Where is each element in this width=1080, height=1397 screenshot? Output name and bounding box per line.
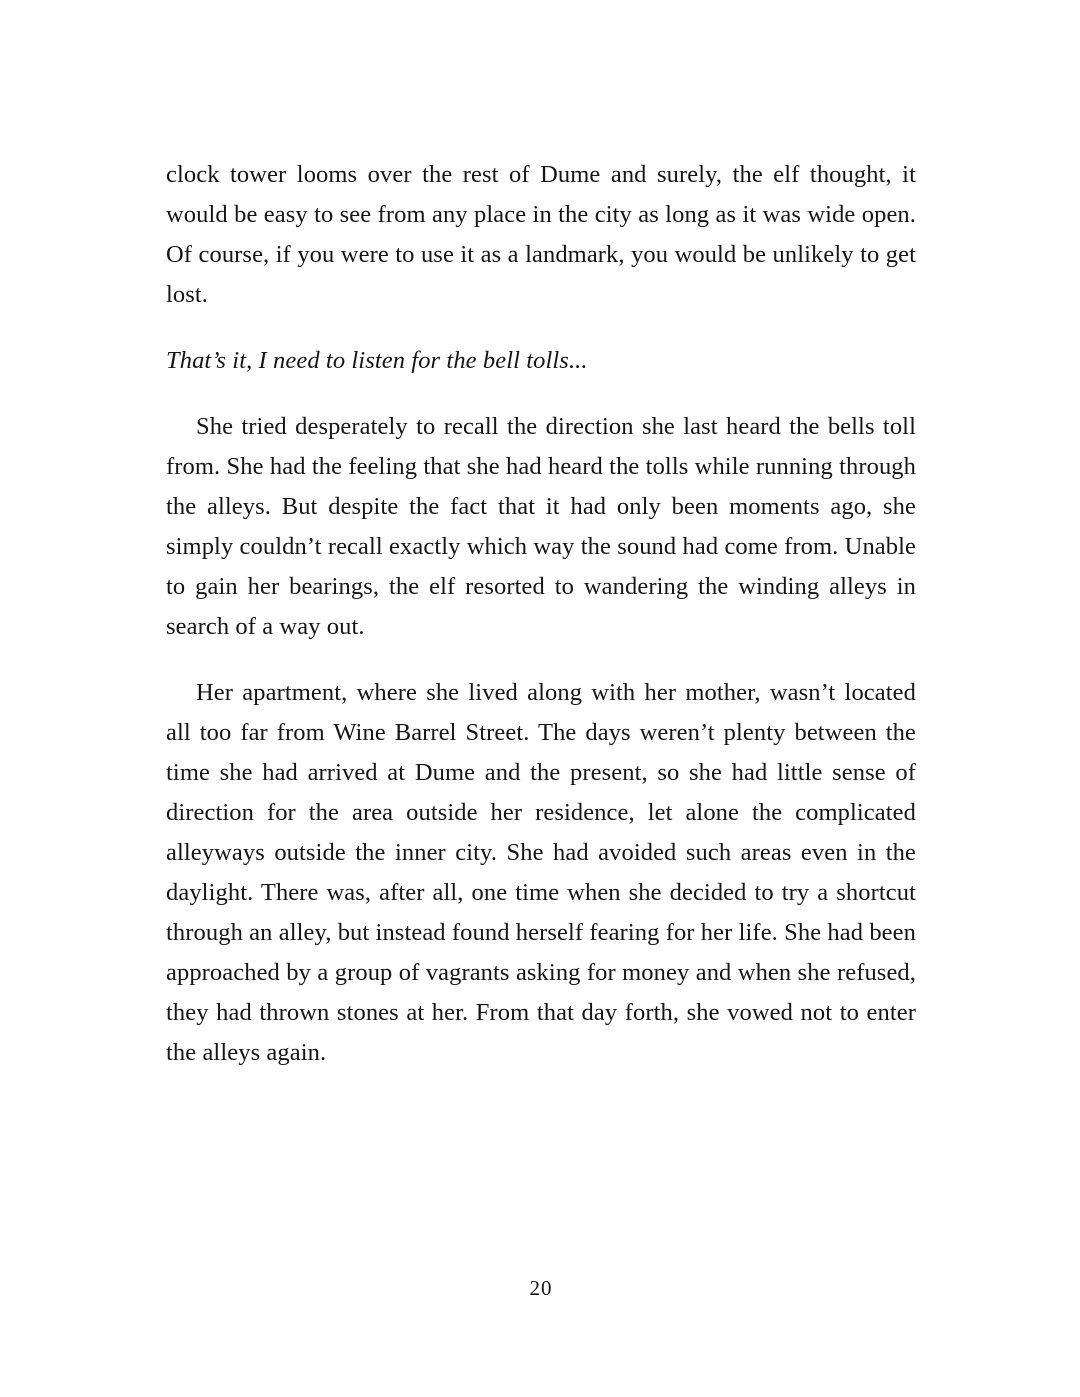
paragraph-continuation: clock tower looms over the rest of Dume and surely, the elf thought, it would be easy to see from any place in the city as long as it was wide open. Of course, if you were to use it as a landmark, you would be unlikely to get lost. xyxy=(166,161,916,308)
paragraph-body: Her apartment, where she lived along with her mother, wasn’t located all too far from Wine Barrel Street. The days weren’t plenty between the time she had arrived at Dume and the present, so she had little sense of direction for the area outside her residence, let alone the complicated alleyways outside the inner city. She had avoided such areas even in the daylight. There was, after all, one time when she decided to try a shortcut through an alley, but instead found herself fearing for her life. She had been approached by a group of vagrants asking for money and when she refused, they had thrown stones at her. From that day forth, she vowed not to enter the alleys again. xyxy=(166,679,916,1066)
paragraph-body: She tried desperately to recall the direction she last heard the bells toll from. She had the feeling that she had heard the tolls while running through the alleys. But despite the fact that it had only been moments ago, she simply couldn’t recall exactly which way the sound had come from. Unable to gain her bearings, the elf resorted to wandering the winding alleys in search of a way out. xyxy=(166,413,916,640)
page-number: 20 xyxy=(529,1276,553,1300)
page-text-block xyxy=(166,155,916,1073)
paragraph-inner-thought: That’s it, I need to listen for the bell tolls... xyxy=(166,347,588,374)
